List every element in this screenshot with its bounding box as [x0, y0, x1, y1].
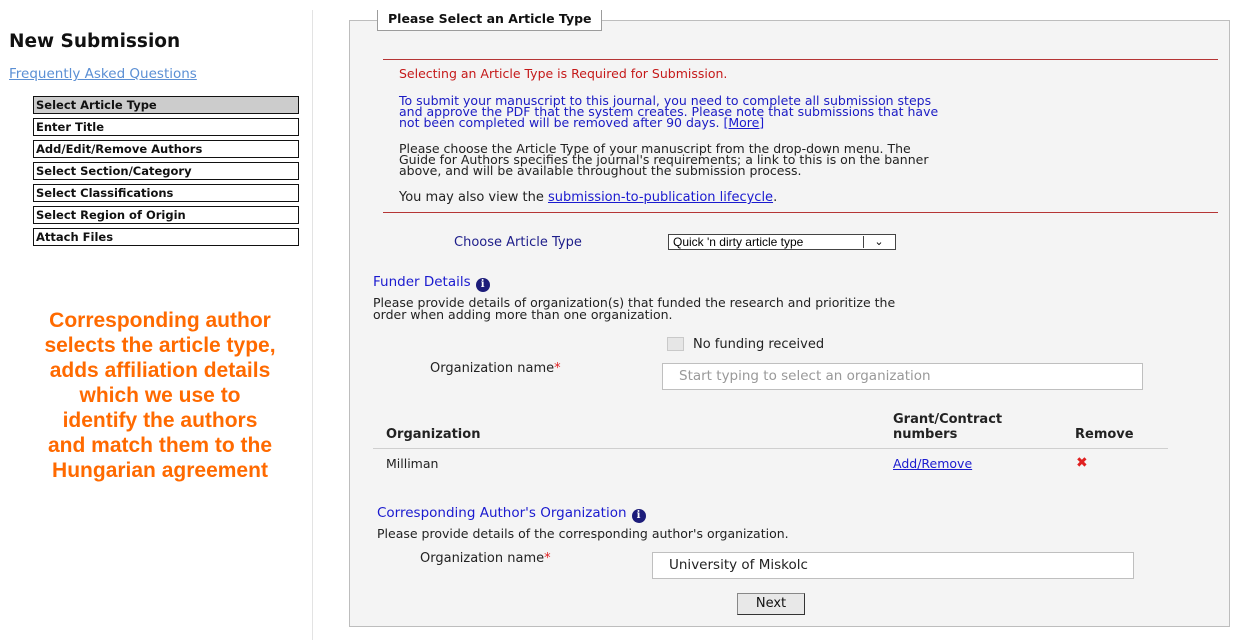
- funder-org-input[interactable]: Start typing to select an organization: [662, 363, 1143, 390]
- notice-line-3-text: not been completed will be removed after 90 days.: [399, 115, 720, 130]
- article-type-label: Choose Article Type: [454, 235, 582, 250]
- callout-line: identify the authors: [62, 409, 258, 432]
- remove-x-icon[interactable]: ✖: [1076, 455, 1088, 471]
- chevron-down-icon: ⌄: [863, 236, 894, 248]
- instructions-line-3: above, and will be available throughout the submission process.: [399, 163, 802, 178]
- no-funding-checkbox[interactable]: [667, 337, 684, 351]
- funder-details-heading: [373, 274, 490, 292]
- next-button[interactable]: Next: [737, 593, 805, 615]
- callout-annotation: [10, 308, 310, 483]
- col-remove-header: Remove: [1075, 427, 1134, 442]
- instructions-line-2: Guide for Authors specifies the journal's requirements; a link to this is on the banner: [399, 152, 929, 167]
- step-select-region-of-origin[interactable]: Select Region of Origin: [33, 206, 299, 224]
- lifecycle-prefix: You may also view the: [399, 190, 544, 205]
- col-grant-header-line-1: Grant/Contract: [893, 412, 1003, 427]
- bottom-divider: [383, 212, 1218, 213]
- funder-desc-line-1: Please provide details of organization(s) that funded the research and prioritize the: [373, 295, 896, 310]
- faq-link[interactable]: Frequently Asked Questions: [9, 66, 197, 82]
- funder-details-heading-text: Funder Details: [373, 274, 471, 290]
- page-title: New Submission: [9, 31, 181, 52]
- corresponding-org-heading-text: Corresponding Author's Organization: [377, 505, 627, 521]
- step-select-article-type[interactable]: Select Article Type: [33, 96, 299, 114]
- callout-line: Corresponding author: [49, 309, 271, 332]
- no-funding-label: No funding received: [693, 337, 825, 352]
- step-select-section-category[interactable]: Select Section/Category: [33, 162, 299, 180]
- step-attach-files[interactable]: Attach Files: [33, 228, 299, 246]
- step-add-edit-remove-authors[interactable]: Add/Edit/Remove Authors: [33, 140, 299, 158]
- article-type-value: Quick 'n dirty article type: [673, 235, 804, 249]
- funder-desc-line-2: order when adding more than one organization.: [373, 307, 673, 322]
- step-select-classifications[interactable]: Select Classifications: [33, 184, 299, 202]
- corresponding-org-heading: [377, 505, 646, 523]
- callout-line: selects the article type,: [44, 334, 276, 357]
- sidebar: [0, 0, 312, 644]
- required-message: Selecting an Article Type is Required for Submission.: [399, 66, 728, 81]
- info-icon[interactable]: i: [476, 278, 490, 292]
- lifecycle-link[interactable]: submission-to-publication lifecycle: [547, 190, 774, 205]
- corresponding-org-label-text: Organization name: [420, 551, 545, 566]
- notice-line-1: To submit your manuscript to this journal, you need to complete all submission steps: [399, 93, 932, 108]
- lifecycle-text: [399, 191, 777, 205]
- required-star: *: [544, 551, 551, 566]
- funder-org-label-text: Organization name: [430, 361, 555, 376]
- notice-line-3: [399, 117, 764, 130]
- top-divider: [383, 59, 1218, 60]
- corresponding-org-desc: Please provide details of the corresponding author's organization.: [377, 526, 789, 541]
- article-type-select[interactable]: [668, 234, 896, 250]
- corresponding-org-label: [420, 553, 551, 566]
- callout-line: and match them to the: [47, 434, 273, 457]
- callout-line: adds affiliation details: [49, 359, 271, 382]
- lifecycle-suffix: .: [773, 190, 778, 205]
- callout-line: which we use to: [79, 384, 241, 407]
- sidebar-divider: [312, 10, 313, 640]
- more-link[interactable]: [More]: [723, 115, 765, 130]
- col-grant-header-line-2: numbers: [893, 427, 958, 442]
- funder-org-label: [430, 363, 561, 376]
- corresponding-org-input[interactable]: University of Miskolc: [652, 552, 1134, 579]
- required-star: *: [554, 361, 561, 376]
- callout-line: Hungarian agreement: [52, 459, 268, 482]
- step-list: [33, 96, 299, 250]
- notice-line-2: and approve the PDF that the system creates. Please note that submissions that have: [399, 104, 939, 119]
- instructions-line-1: Please choose the Article Type of your manuscript from the drop-down menu. The: [399, 141, 911, 156]
- step-enter-title[interactable]: Enter Title: [33, 118, 299, 136]
- panel-legend: Please Select an Article Type: [377, 10, 602, 31]
- add-remove-grant-link[interactable]: Add/Remove: [893, 456, 973, 471]
- col-organization-header: Organization: [386, 427, 481, 442]
- table-header-divider: [373, 448, 1168, 449]
- info-icon[interactable]: i: [632, 509, 646, 523]
- table-row-organization: Milliman: [386, 456, 439, 471]
